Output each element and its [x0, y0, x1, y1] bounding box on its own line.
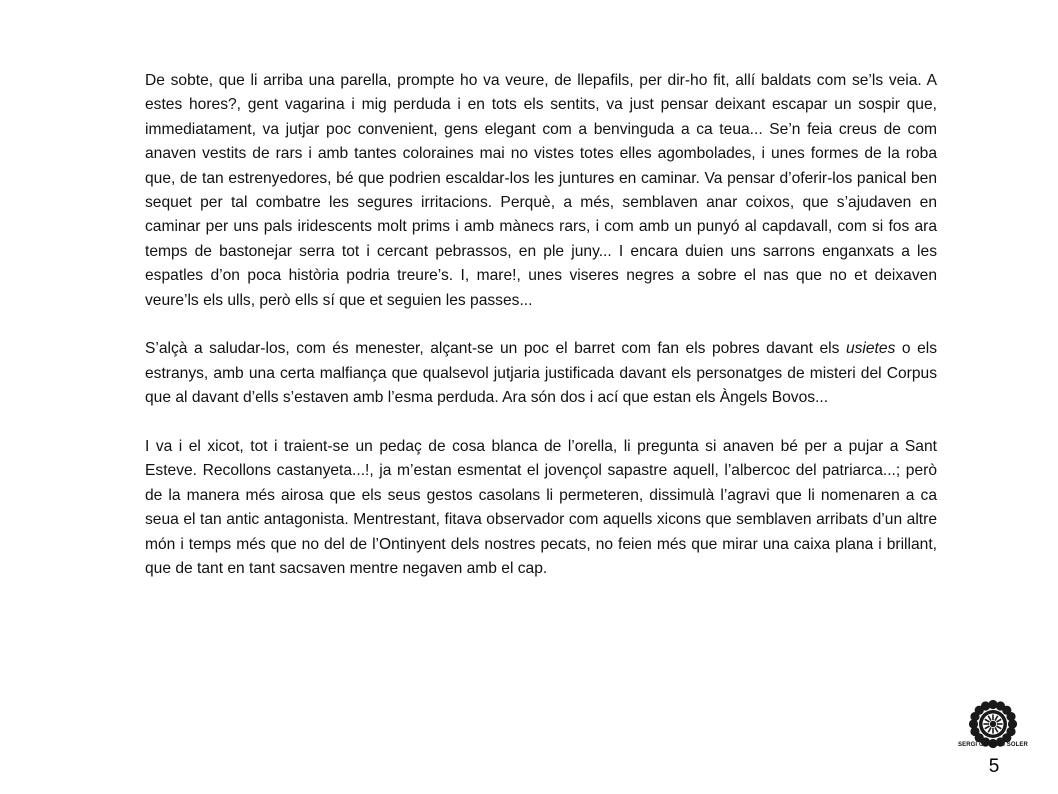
paragraph-1	[145, 69, 937, 313]
paragraph-3	[145, 435, 937, 581]
paragraph-3-text: I va i el xicot, tot i traient-se un pedaç de cosa blanca de l’orella, li pregunta si anaven bé per a pujar a Sant Esteve. Recollons castanyeta...!, ja m’estan esmentat el jovençol sapastre aquell, l’albercoc del patriarca...; però de la manera més airosa que els seus gestos casolans li permeteren, dissimulà l’agravi que li nomenaren a ca seua el tan antic antagonista. Mentrestant, fitava observador com aquells xicons que semblaven arribats d’un altre món i temps més que no del de l’Ontinyent dels nostres pecats, no feien més que mirar una caixa plana i brillant, que de tant en tant sacsaven mentre negaven amb el cap.	[145, 438, 937, 578]
body-text	[145, 69, 937, 582]
logo-caption: SERGI GÓMEZ I SOLER	[958, 742, 1028, 748]
paragraph-1-text: De sobte, que li arriba una parella, prompte ho va veure, de llepafils, per dir-ho fit, allí baldats com se’ls veia. A estes hores?, gent vagarina i mig perduda i en tots els sentits, va just pensar deixant escapar un sospir que, immediatament, va jutjar poc convenient, gens elegant com a benvinguda a ca teua... Se’n feia creus de com anaven vestits de rars i amb tantes coloraines mai no vistes totes elles agombolades, i unes formes de la roba que, de tan estrenyedores, bé que podrien escaldar-los les juntures en caminar. Va pensar d’oferir-los panical ben sequet per tal combatre les segures irritacions. Perquè, a més, semblaven anar coixos, que s’ajudaven en caminar per uns pals iridescents molt prims i amb mànecs rars, i com amb un punyó al capdavall, com si fos ara temps de bastonejar serra tot i cercant pebrassos, en ple juny... I encara duien uns sarrons enganxats a les espatles d’on poca història podria treure’s. I, mare!, unes viseres negres a sobre el nas que no et deixaven veure’ls els ulls, però ells sí que et seguien les passes...	[145, 72, 937, 309]
paragraph-2	[145, 337, 937, 410]
paragraph-2-text-b: o els estranys, amb una certa malfiança que qualsevol jutjaria justificada davant els personatges de misteri del Corpus que al davant d’ells s’estaven amb l’esma perduda. Ara són dos i ací que estan els Àngels Bovos...	[145, 340, 937, 407]
logo-petal	[1006, 712, 1015, 721]
paragraph-2-text-a: S’alçà a saludar-los, com és menester, alçant-se un poc el barret com fan els pobres davant els	[145, 340, 846, 358]
page-number: 5	[988, 756, 1000, 777]
paragraph-2-italic-word: usietes	[845, 340, 896, 358]
